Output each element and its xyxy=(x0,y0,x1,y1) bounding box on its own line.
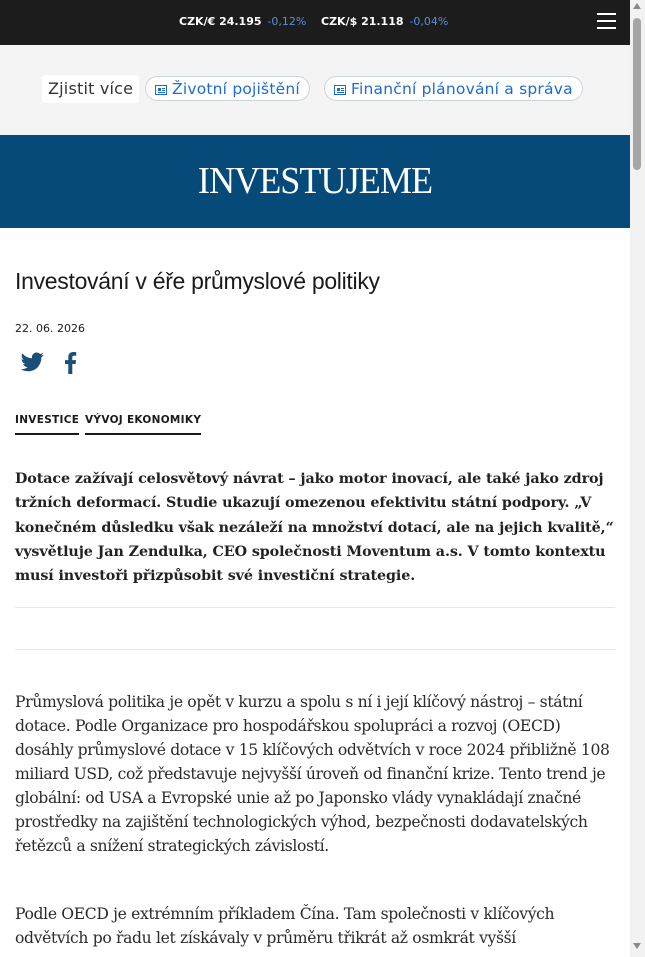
twitter-icon xyxy=(21,352,44,372)
scrollbar-thumb[interactable] xyxy=(633,18,641,170)
rate-usd xyxy=(321,15,448,28)
promo-label: Zjistit více xyxy=(42,75,139,103)
pill-life-insurance[interactable] xyxy=(145,76,310,101)
page-scrollbar[interactable] xyxy=(630,0,645,957)
tag-vyvoj-ekonomiky[interactable]: VÝVOJ EKONOMIKY xyxy=(85,414,201,435)
newspaper-icon xyxy=(155,85,167,95)
promo-bar xyxy=(0,45,630,135)
facebook-share-button[interactable] xyxy=(64,352,77,376)
pill-financial-planning[interactable] xyxy=(324,76,583,101)
pill-life-insurance-label: Životní pojištění xyxy=(172,80,300,98)
divider xyxy=(15,607,615,608)
article-paragraph: Průmyslová politika je opět v kurzu a spolu s ní i její klíčový nástroj – státní dotace. Podle Organizace pro hospodářskou spolupráci a rozvoj (OECD) dosáhly průmyslové dotace v 15 klíčových odvětvích v roce 2024 přibližně 108 miliard USD, což představuje nejvyšší úroveň od finanční krize. Tento trend je globální: od USA a Evropské unie až po Japonsko vlády vynakládají značné prostředky na zajištění technologických výhod, bezpečnosti dodavatelských řetězců a snížení strategických závislostí. xyxy=(15,693,610,855)
hamburger-menu-icon[interactable] xyxy=(597,13,616,30)
rate-usd-change: -0,04% xyxy=(409,15,449,28)
article-perex: Dotace zažívají celosvětový návrat – jako motor inovací, ale také jako zdroj tržních deformací. Studie ukazují omezenou efektivitu státní podpory. „V konečném důsledku však nezáleží na množství dotací, ale na jejich kvalitě,“ vysvětluje Jan Zendulka, CEO společnosti Moventum a.s. V tomto kontextu musí investoři přizpůsobit své investiční strategie. xyxy=(15,471,614,585)
rate-eur-label: CZK/€ 24.195 xyxy=(179,15,262,28)
article-title: Investování v éře průmyslové politiky xyxy=(15,268,380,294)
tag-investice[interactable]: INVESTICE xyxy=(15,414,79,435)
article-paragraph: Podle OECD je extrémním příkladem Čína. Tam společnosti v klíčových odvětvích po řadu let získávaly v průměru třikrát až osmkrát vyšší xyxy=(15,905,555,947)
scroll-down-arrow-icon[interactable] xyxy=(633,943,641,949)
top-bar xyxy=(0,0,630,45)
article-date: 22. 06. 2026 xyxy=(15,322,85,335)
rate-eur xyxy=(179,15,306,28)
divider xyxy=(15,649,615,650)
facebook-icon xyxy=(64,352,77,374)
scroll-up-arrow-icon[interactable] xyxy=(633,3,641,9)
site-logo[interactable]: INVESTUJEME xyxy=(197,160,433,202)
twitter-share-button[interactable] xyxy=(21,352,44,376)
pill-financial-planning-label: Finanční plánování a správa xyxy=(351,80,573,98)
brand-banner xyxy=(0,135,630,228)
rate-usd-label: CZK/$ 21.118 xyxy=(321,15,404,28)
rate-eur-change: -0,12% xyxy=(267,15,307,28)
newspaper-icon xyxy=(334,85,346,95)
